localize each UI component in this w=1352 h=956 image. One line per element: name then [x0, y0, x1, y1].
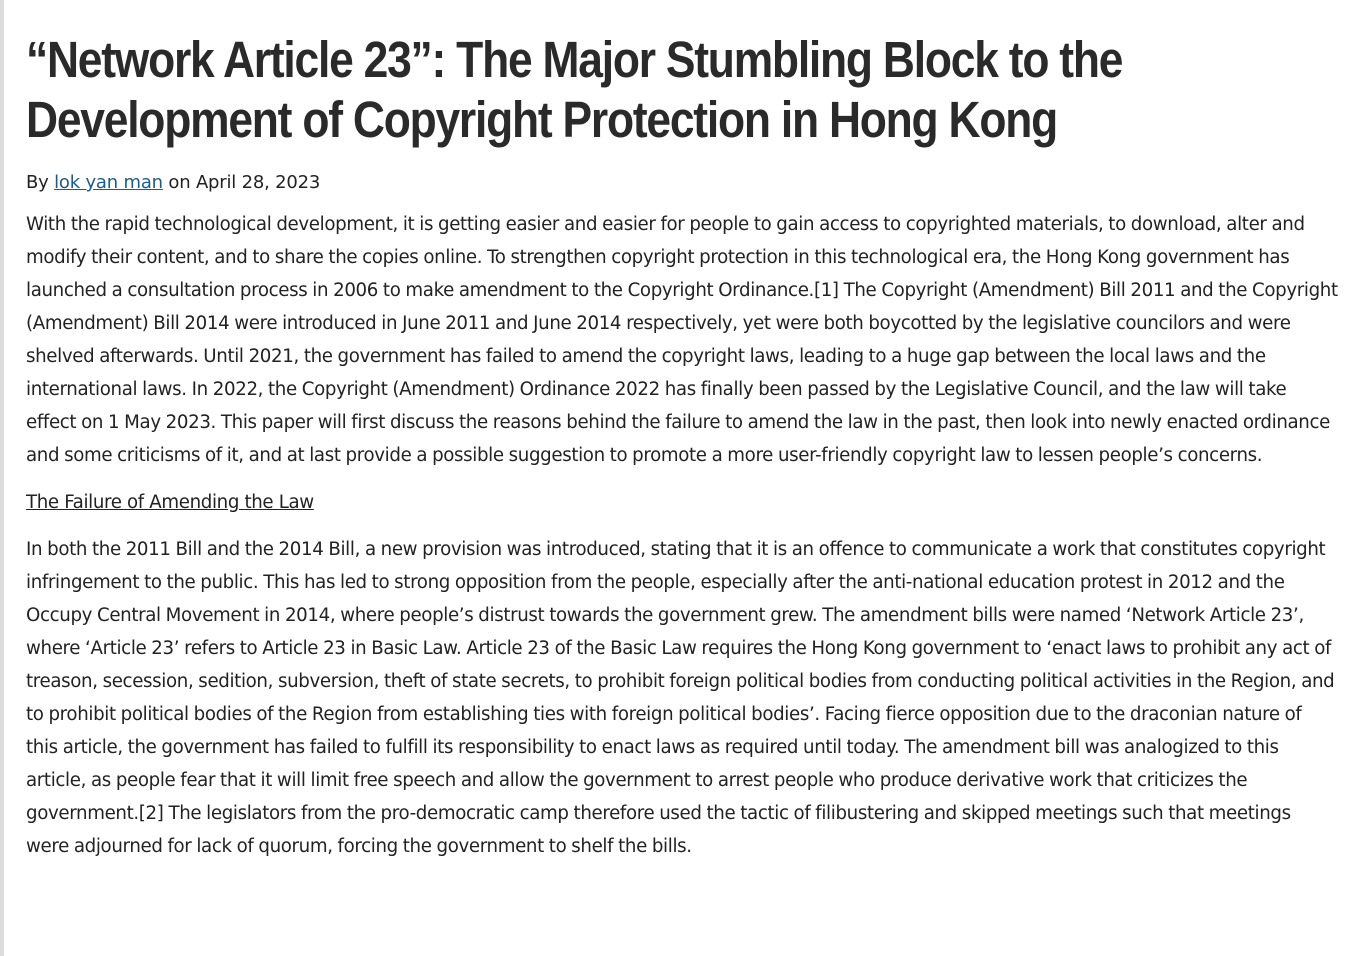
body-paragraph: In both the 2011 Bill and the 2014 Bill, a new provision was introduced, stating that it is an offence to communicate a work that constitutes copyright infringement to the public. This has led to strong opposition from the people, especially after the anti-national education protest in 2012 and the Occupy Central Movement in 2014, where people’s distrust towards the government grew. The amendment bills were named ‘Network Article 23’, where ‘Article 23’ refers to Article 23 in Basic Law. Article 23 of the Basic Law requires the Hong Kong government to ‘enact laws to prohibit any act of treason, secession, sedition, subversion, theft of state secrets, to prohibit foreign political bodies from conducting political activities in the Region, and to prohibit political bodies of the Region from establishing ties with foreign political bodies’. Facing fierce opposition due to the draconian nature of this article, the government has failed to fulfill its responsibility to enact laws as required until today. The amendment bill was analogized to this article, as people fear that it will limit free speech and allow the government to arrest people who produce derivative work that criticizes the government.[2] The legislators from the pro-democratic camp therefore used the tactic of filibustering and skipped meetings such that meetings were adjourned for lack of quorum, forcing the government to shelf the bills.	[26, 539, 1335, 857]
publish-date: on April 28, 2023	[162, 172, 321, 193]
section-heading: The Failure of Amending the Law	[26, 492, 314, 513]
byline-prefix: By	[26, 172, 55, 193]
article-title: “Network Article 23”: The Major Stumbling Block to the Development of Copyright Protection in Hong Kong	[26, 31, 1123, 148]
intro-paragraph: With the rapid technological development, it is getting easier and easier for people to gain access to copyrighted materials, to download, alter and modify their content, and to share the copies online. To strengthen copyright protection in this technological era, the Hong Kong government has launched a consultation process in 2006 to make amendment to the Copyright Ordinance.[1] The Copyright (Amendment) Bill 2011 and the Copyright (Amendment) Bill 2014 were introduced in June 2011 and June 2014 respectively, yet were both boycotted by the legislative councilors and were shelved afterwards. Until 2021, the government has failed to amend the copyright laws, leading to a huge gap between the local laws and the international laws. In 2022, the Copyright (Amendment) Ordinance 2022 has finally been passed by the Legislative Council, and the law will take effect on 1 May 2023. This paper will first discuss the reasons behind the failure to amend the law in the past, then look into newly enacted ordinance and some criticisms of it, and at last provide a possible suggestion to promote a more user-friendly copyright law to lessen people’s concerns.	[26, 214, 1338, 466]
author-link[interactable]: lok yan man	[54, 172, 163, 193]
byline	[26, 171, 1338, 195]
left-border	[0, 0, 4, 956]
article	[26, 30, 1338, 863]
